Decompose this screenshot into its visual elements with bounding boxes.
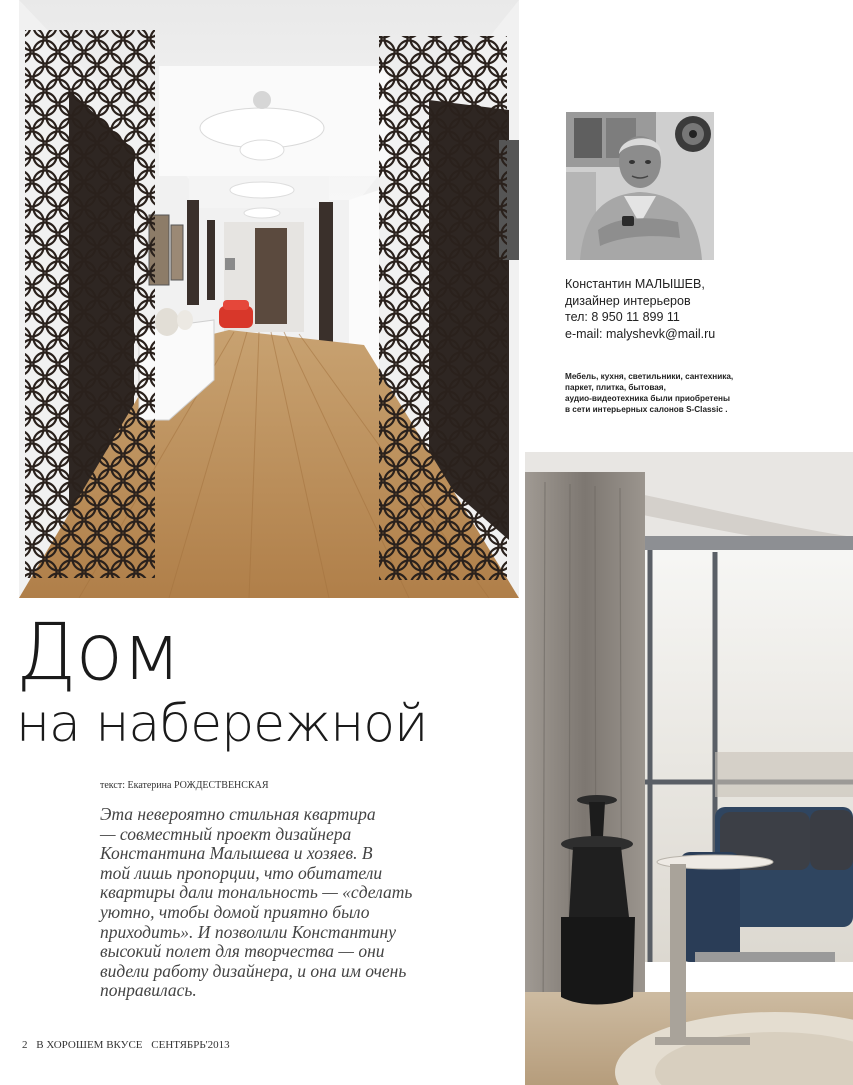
purchase-note-line: аудио-видеотехника были приобретены [565,394,730,403]
lead-line: приходить». И позволили Константину [100,921,397,942]
red-chair [219,300,253,328]
lead-line: квартиры дали тональность — «сделать [100,882,413,903]
article-title [16,608,428,754]
lead-line: видели работу дизайнера, и она им очень [100,960,407,981]
title-line-1: Дом [16,608,181,698]
issue-date: СЕНТЯБРЬ'2013 [151,1039,230,1051]
ornamental-screen-right [379,36,507,580]
byline: текст: Екатерина РОЖДЕСТВЕНСКАЯ [100,780,269,791]
page-footer [22,1039,236,1051]
lead-line: той лишь пропорции, что обитатели [100,862,383,883]
purchase-note-line: в сети интерьерных салонов S-Classic . [565,405,728,414]
designer-role: дизайнер интерьеров [565,293,691,308]
designer-phone: тел: 8 950 11 899 11 [565,310,680,324]
lead-paragraph [100,805,460,1001]
lead-line: Константина Малышева и хозяев. В [100,843,373,864]
ornamental-screen-left [25,30,155,578]
magazine-name: В ХОРОШЕМ ВКУСЕ [36,1039,143,1051]
hallway-photo [19,0,519,598]
designer-contact [565,276,715,342]
title-line-2: на набережной [16,694,428,754]
living-room-photo [525,452,853,1085]
purchase-note-line: Мебель, кухня, светильники, сантехника, [565,372,734,381]
lead-line: понравилась. [100,980,197,1001]
purchase-note [565,371,733,415]
purchase-note-line: паркет, плитка, бытовая, [565,383,666,392]
lead-line: Эта невероятно стильная квартира [100,804,376,824]
designer-name: Константин МАЛЫШЕВ, [565,277,705,291]
page-number: 2 [22,1039,28,1051]
designer-email: e-mail: malyshevk@mail.ru [565,326,716,341]
lead-line: уютно, чтобы домой приятно было [100,901,370,922]
lead-line: — совместный проект дизайнера [100,823,352,844]
designer-portrait [566,112,714,260]
lead-line: высокий полет для творчества — они [100,941,385,962]
